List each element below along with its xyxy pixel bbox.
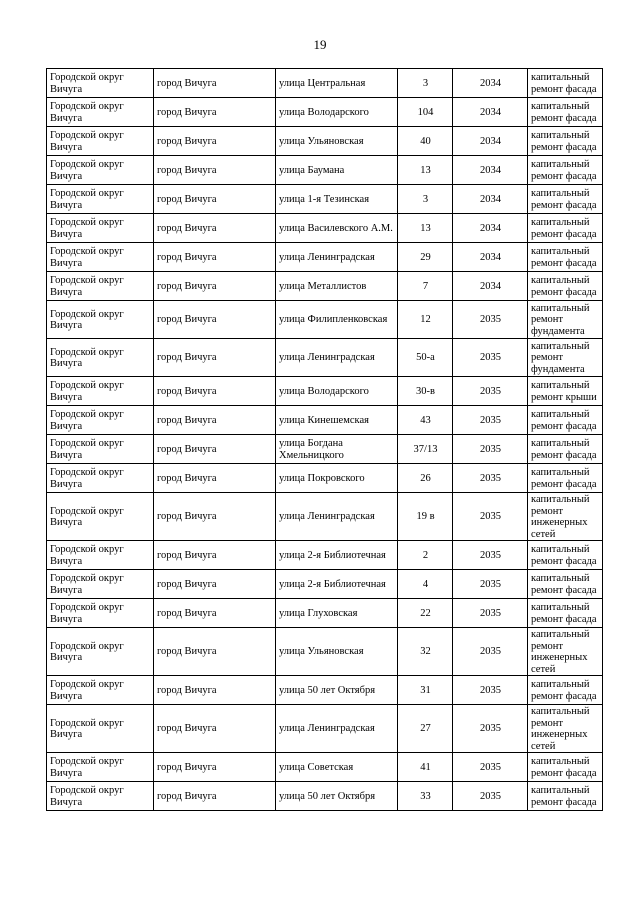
street-cell: улица Глуховская — [276, 599, 398, 628]
table-row — [47, 214, 603, 243]
house-number-cell: 4 — [398, 570, 453, 599]
house-number-cell: 41 — [398, 753, 453, 782]
table-row — [47, 272, 603, 301]
house-number-cell: 27 — [398, 705, 453, 753]
work-type-cell: капитальный ремонт фасада — [528, 782, 603, 811]
district-cell: Городской округ Вичуга — [47, 599, 154, 628]
district-cell: Городской округ Вичуга — [47, 628, 154, 676]
year-cell: 2035 — [453, 406, 528, 435]
street-cell: улица Центральная — [276, 69, 398, 98]
district-cell: Городской округ Вичуга — [47, 127, 154, 156]
district-cell: Городской округ Вичуга — [47, 406, 154, 435]
table-row — [47, 628, 603, 676]
table-row — [47, 435, 603, 464]
street-cell: улица Филипленковская — [276, 301, 398, 339]
city-cell: город Вичуга — [154, 377, 276, 406]
work-type-cell: капитальный ремонт фасада — [528, 541, 603, 570]
table-row — [47, 493, 603, 541]
table-row — [47, 464, 603, 493]
work-type-cell: капитальный ремонт фасада — [528, 570, 603, 599]
work-type-cell: капитальный ремонт инженерных сетей — [528, 705, 603, 753]
city-cell: город Вичуга — [154, 69, 276, 98]
table-body — [47, 69, 603, 811]
year-cell: 2035 — [453, 435, 528, 464]
city-cell: город Вичуга — [154, 753, 276, 782]
year-cell: 2034 — [453, 272, 528, 301]
house-number-cell: 12 — [398, 301, 453, 339]
year-cell: 2035 — [453, 570, 528, 599]
district-cell: Городской округ Вичуга — [47, 753, 154, 782]
city-cell: город Вичуга — [154, 705, 276, 753]
year-cell: 2035 — [453, 541, 528, 570]
district-cell: Городской округ Вичуга — [47, 69, 154, 98]
table-row — [47, 570, 603, 599]
street-cell: улица Кинешемская — [276, 406, 398, 435]
street-cell: улица Баумана — [276, 156, 398, 185]
house-number-cell: 13 — [398, 214, 453, 243]
street-cell: улица Покровского — [276, 464, 398, 493]
house-number-cell: 32 — [398, 628, 453, 676]
repair-schedule-table — [46, 68, 603, 811]
street-cell: улица Ленинградская — [276, 339, 398, 377]
year-cell: 2034 — [453, 156, 528, 185]
table-row — [47, 782, 603, 811]
work-type-cell: капитальный ремонт фасада — [528, 243, 603, 272]
work-type-cell: капитальный ремонт фасада — [528, 127, 603, 156]
city-cell: город Вичуга — [154, 156, 276, 185]
table-row — [47, 69, 603, 98]
district-cell: Городской округ Вичуга — [47, 301, 154, 339]
work-type-cell: капитальный ремонт фасада — [528, 676, 603, 705]
city-cell: город Вичуга — [154, 406, 276, 435]
street-cell: улица Металлистов — [276, 272, 398, 301]
work-type-cell: капитальный ремонт фасада — [528, 272, 603, 301]
table-row — [47, 98, 603, 127]
house-number-cell: 7 — [398, 272, 453, 301]
house-number-cell: 26 — [398, 464, 453, 493]
city-cell: город Вичуга — [154, 570, 276, 599]
street-cell: улица Ленинградская — [276, 493, 398, 541]
year-cell: 2035 — [453, 676, 528, 705]
work-type-cell: капитальный ремонт инженерных сетей — [528, 493, 603, 541]
city-cell: город Вичуга — [154, 185, 276, 214]
house-number-cell: 37/13 — [398, 435, 453, 464]
table-row — [47, 243, 603, 272]
table-row — [47, 377, 603, 406]
year-cell: 2035 — [453, 339, 528, 377]
house-number-cell: 22 — [398, 599, 453, 628]
year-cell: 2035 — [453, 301, 528, 339]
house-number-cell: 50-а — [398, 339, 453, 377]
street-cell: улица 50 лет Октября — [276, 782, 398, 811]
district-cell: Городской округ Вичуга — [47, 493, 154, 541]
city-cell: город Вичуга — [154, 243, 276, 272]
year-cell: 2034 — [453, 69, 528, 98]
table-row — [47, 599, 603, 628]
district-cell: Городской округ Вичуга — [47, 570, 154, 599]
house-number-cell: 33 — [398, 782, 453, 811]
city-cell: город Вичуга — [154, 599, 276, 628]
year-cell: 2034 — [453, 127, 528, 156]
city-cell: город Вичуга — [154, 628, 276, 676]
table-row — [47, 753, 603, 782]
page-number: 19 — [313, 37, 327, 52]
city-cell: город Вичуга — [154, 464, 276, 493]
work-type-cell: капитальный ремонт фасада — [528, 753, 603, 782]
district-cell: Городской округ Вичуга — [47, 377, 154, 406]
city-cell: город Вичуга — [154, 98, 276, 127]
table-row — [47, 301, 603, 339]
city-cell: город Вичуга — [154, 272, 276, 301]
district-cell: Городской округ Вичуга — [47, 243, 154, 272]
table-row — [47, 705, 603, 753]
city-cell: город Вичуга — [154, 301, 276, 339]
street-cell: улица Ленинградская — [276, 705, 398, 753]
work-type-cell: капитальный ремонт фундамента — [528, 339, 603, 377]
district-cell: Городской округ Вичуга — [47, 214, 154, 243]
district-cell: Городской округ Вичуга — [47, 464, 154, 493]
district-cell: Городской округ Вичуга — [47, 541, 154, 570]
district-cell: Городской округ Вичуга — [47, 156, 154, 185]
house-number-cell: 19 в — [398, 493, 453, 541]
year-cell: 2035 — [453, 377, 528, 406]
district-cell: Городской округ Вичуга — [47, 339, 154, 377]
year-cell: 2035 — [453, 782, 528, 811]
district-cell: Городской округ Вичуга — [47, 272, 154, 301]
table-row — [47, 127, 603, 156]
street-cell: улица Ульяновская — [276, 127, 398, 156]
district-cell: Городской округ Вичуга — [47, 705, 154, 753]
city-cell: город Вичуга — [154, 339, 276, 377]
work-type-cell: капитальный ремонт фасада — [528, 214, 603, 243]
street-cell: улица Василевского А.М. — [276, 214, 398, 243]
city-cell: город Вичуга — [154, 214, 276, 243]
house-number-cell: 3 — [398, 69, 453, 98]
house-number-cell: 2 — [398, 541, 453, 570]
year-cell: 2035 — [453, 464, 528, 493]
street-cell: улица Володарского — [276, 377, 398, 406]
street-cell: улица Советская — [276, 753, 398, 782]
house-number-cell: 104 — [398, 98, 453, 127]
city-cell: город Вичуга — [154, 435, 276, 464]
work-type-cell: капитальный ремонт крыши — [528, 377, 603, 406]
year-cell: 2035 — [453, 599, 528, 628]
year-cell: 2035 — [453, 628, 528, 676]
work-type-cell: капитальный ремонт фасада — [528, 185, 603, 214]
district-cell: Городской округ Вичуга — [47, 185, 154, 214]
table-row — [47, 185, 603, 214]
work-type-cell: капитальный ремонт инженерных сетей — [528, 628, 603, 676]
district-cell: Городской округ Вичуга — [47, 676, 154, 705]
work-type-cell: капитальный ремонт фасада — [528, 406, 603, 435]
city-cell: город Вичуга — [154, 676, 276, 705]
house-number-cell: 30-в — [398, 377, 453, 406]
district-cell: Городской округ Вичуга — [47, 98, 154, 127]
table-row — [47, 339, 603, 377]
street-cell: улица Ленинградская — [276, 243, 398, 272]
work-type-cell: капитальный ремонт фасада — [528, 464, 603, 493]
year-cell: 2034 — [453, 185, 528, 214]
work-type-cell: капитальный ремонт фасада — [528, 98, 603, 127]
street-cell: улица 2-я Библиотечная — [276, 541, 398, 570]
district-cell: Городской округ Вичуга — [47, 782, 154, 811]
year-cell: 2034 — [453, 98, 528, 127]
work-type-cell: капитальный ремонт фасада — [528, 69, 603, 98]
table-row — [47, 406, 603, 435]
city-cell: город Вичуга — [154, 493, 276, 541]
year-cell: 2035 — [453, 493, 528, 541]
house-number-cell: 29 — [398, 243, 453, 272]
district-cell: Городской округ Вичуга — [47, 435, 154, 464]
city-cell: город Вичуга — [154, 127, 276, 156]
house-number-cell: 13 — [398, 156, 453, 185]
year-cell: 2035 — [453, 753, 528, 782]
street-cell: улица 50 лет Октября — [276, 676, 398, 705]
work-type-cell: капитальный ремонт фасада — [528, 599, 603, 628]
street-cell: улица Ульяновская — [276, 628, 398, 676]
work-type-cell: капитальный ремонт фасада — [528, 156, 603, 185]
house-number-cell: 3 — [398, 185, 453, 214]
house-number-cell: 31 — [398, 676, 453, 705]
house-number-cell: 40 — [398, 127, 453, 156]
street-cell: улица 1-я Тезинская — [276, 185, 398, 214]
year-cell: 2034 — [453, 243, 528, 272]
street-cell: улица 2-я Библиотечная — [276, 570, 398, 599]
city-cell: город Вичуга — [154, 541, 276, 570]
work-type-cell: капитальный ремонт фасада — [528, 435, 603, 464]
city-cell: город Вичуга — [154, 782, 276, 811]
street-cell: улица Володарского — [276, 98, 398, 127]
year-cell: 2034 — [453, 214, 528, 243]
table-row — [47, 541, 603, 570]
house-number-cell: 43 — [398, 406, 453, 435]
year-cell: 2035 — [453, 705, 528, 753]
work-type-cell: капитальный ремонт фундамента — [528, 301, 603, 339]
street-cell: улица Богдана Хмельницкого — [276, 435, 398, 464]
table-row — [47, 156, 603, 185]
table-row — [47, 676, 603, 705]
